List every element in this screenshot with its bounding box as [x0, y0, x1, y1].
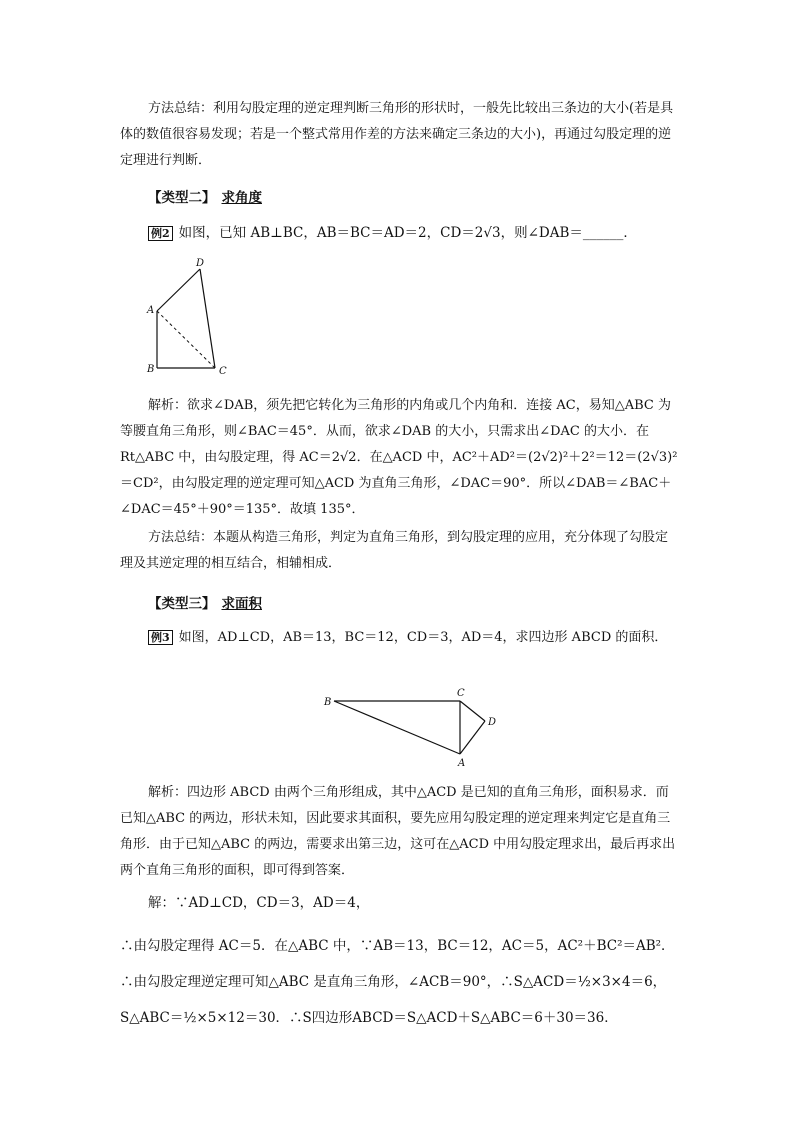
label-A: A: [458, 758, 466, 769]
label-D: D: [196, 258, 205, 269]
example-badge: 例2: [148, 226, 173, 241]
segment-BA: [334, 701, 460, 754]
segment-DC: [200, 269, 215, 368]
segment-AD: [157, 269, 200, 311]
segment-DA: [460, 721, 485, 754]
section-bracket: 【类型二】: [148, 190, 216, 206]
solution-body: ∴由勾股定理得 AC＝5．在△ABC 中，∵AB＝13，BC＝12，AC＝5，AC²＋BC²＝AB²．∴由勾股定理逆定理可知△ABC 是直角三角形，∠ACB＝90°，∴S△ACD＝½×3×4＝6，S△ABC＝½×5×12＝30．∴S四边形ABCD＝S△ACD＋S△ABC＝6＋30＝36．: [120, 938, 675, 1026]
example-3-question: [120, 625, 680, 651]
label-B: B: [147, 364, 155, 375]
section-heading-type3: [148, 592, 262, 612]
solution-intro: 解：∵AD⊥CD，CD＝3，AD＝4，: [148, 895, 370, 911]
label-B: B: [324, 697, 332, 708]
section-heading-type2: [148, 186, 262, 206]
figure-example-2: [140, 255, 240, 380]
segment-CD: [460, 701, 485, 721]
analysis-example-3: 解析：四边形 ABCD 由两个三角形组成，其中△ACD 是已知的直角三角形，面积易求．而已知△ABC 的两边，形状未知，因此要求其面积，要先应用勾股定理的逆定理来判定它是直角三角形．由于已知△ABC 的两边，需要求出第三边，这可在△ACD 中用勾股定理求出，最后再求出两个直角三角形的面积，即可得到答案．: [120, 785, 676, 878]
method-summary-1: 方法总结：利用勾股定理的逆定理判断三角形的形状时，一般先比较出三条边的大小(若是具体的数值很容易发现；若是一个整式常用作差的方法来确定三条边的大小)，再通过勾股定理的逆定理进行判断．: [120, 101, 674, 168]
section-title: 求面积: [221, 596, 262, 612]
section-bracket: 【类型三】: [148, 596, 216, 612]
analysis-example-2: 解析：欲求∠DAB，须先把它转化为三角形的内角或几个内角和．连接 AC，易知△ABC 为等腰直角三角形，则∠BAC＝45°．从而，欲求∠DAB 的大小，只需求出∠DAC 的大小．在 Rt△ABC 中，由勾股定理，得 AC＝2√2．在△ACD 中，AC²＋AD²＝(2√2)²＋2²＝12＝(2√3)²＝CD²，由勾股定理的逆定理可知△ACD 为直角三角形，∠DAC＝90°．所以∠DAB＝∠BAC＋∠DAC＝45°＋90°＝135°．故填 135°．: [120, 398, 678, 517]
label-C: C: [457, 688, 465, 699]
example-text: 如图，AD⊥CD，AB＝13，BC＝12，CD＝3，AD＝4，求四边形 ABCD 的面积．: [178, 630, 668, 645]
method-summary-2: 方法总结：本题从构造三角形，判定为直角三角形，到勾股定理的应用，充分体现了勾股定理及其逆定理的相互结合，相辅相成．: [120, 530, 669, 571]
example-badge: 例3: [148, 630, 173, 645]
label-C: C: [219, 366, 227, 377]
segment-AC-dashed: [157, 311, 215, 368]
figure-example-3: [318, 685, 508, 770]
example-2-question: [148, 220, 637, 246]
label-D: D: [488, 717, 497, 728]
section-title: 求角度: [221, 190, 262, 206]
example-text: 如图，已知 AB⊥BC，AB＝BC＝AD＝2，CD＝2√3，则∠DAB＝______．: [178, 225, 637, 241]
label-A: A: [147, 305, 155, 316]
